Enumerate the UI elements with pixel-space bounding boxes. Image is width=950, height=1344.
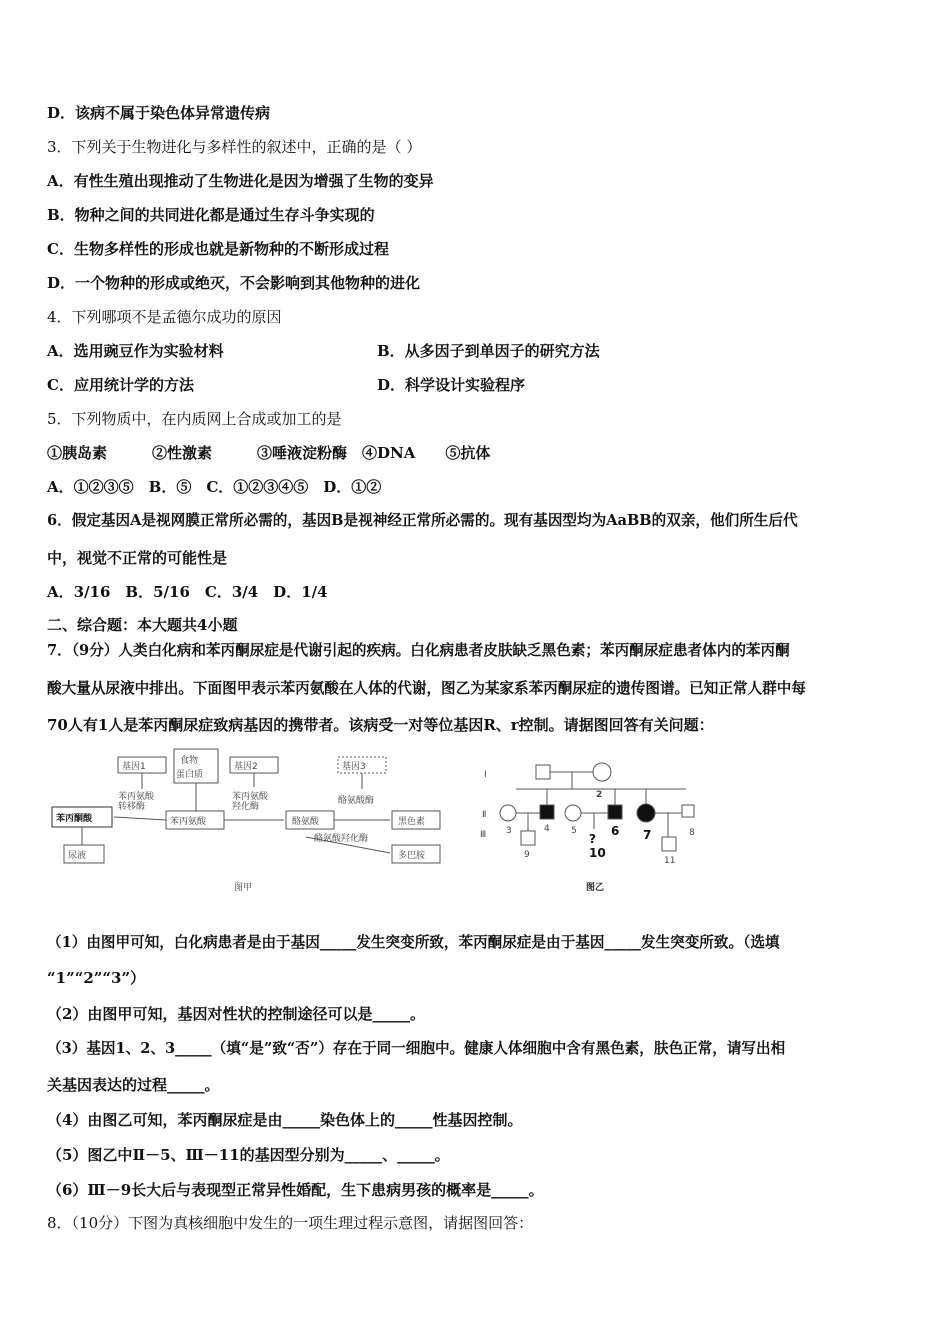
caption-fig-yi: 图乙 (586, 883, 605, 893)
q3-option-a: A．有性生殖出现推动了生物进化是因为增强了生物的变异 (47, 172, 434, 190)
label-enz1a: 苯丙氨酸 (118, 792, 155, 802)
num-4: 4 (544, 824, 550, 834)
label-protein: 蛋白质 (176, 770, 204, 780)
q3-option-c: C．生物多样性的形成也就是新物种的不断形成过程 (47, 240, 389, 258)
q4-stem: 4．下列哪项不是孟德尔成功的原因 (47, 308, 282, 326)
q7-sub1-line2: “1”“2”“3”） (47, 969, 146, 987)
q7-figures (46, 745, 726, 905)
q6-stem-line2: 中，视觉不正常的可能性是 (47, 549, 228, 567)
ped-unknown-mark: ? (589, 832, 596, 846)
label-gene1: 基因1 (122, 762, 146, 772)
num-7: 7 (643, 828, 652, 842)
ped-III-9 (521, 831, 535, 845)
num-5: 5 (571, 826, 577, 836)
label-gen1: Ⅰ (484, 770, 487, 780)
label-enz2a: 苯丙氨酸 (232, 792, 269, 802)
label-enz2b: 羟化酶 (232, 802, 260, 812)
label-gene2: 基因2 (234, 762, 258, 772)
q7-stem-line1: 7．（9分）人类白化病和苯丙酮尿症是代谢引起的疾病。白化病患者皮肤缺乏黑色素；苯丙酮尿症患者体内的苯丙酮 (47, 642, 790, 659)
label-urine: 尿液 (68, 851, 87, 861)
section-2-heading: 二、综合题：本大题共4小题 (47, 616, 238, 634)
label-dopa: 多巴胺 (398, 851, 426, 861)
num-9: 9 (524, 850, 530, 860)
num-11: 11 (664, 856, 676, 866)
label-tyr: 酪氨酸 (292, 817, 320, 827)
ped-I-1 (536, 765, 550, 779)
q7-sub4: （4）由图乙可知，苯丙酮尿症是由_____染色体上的_____性基因控制。 (47, 1111, 523, 1129)
num-3: 3 (506, 826, 512, 836)
q3-option-d: D．一个物种的形成或绝灭，不会影响到其他物种的进化 (47, 274, 421, 292)
label-enz4: 酪氨酸羟化酶 (314, 834, 369, 844)
ped-III-11 (662, 837, 676, 851)
q7-sub3-line2: 关基因表达的过程_____。 (47, 1076, 220, 1094)
q5-stem: 5．下列物质中，在内质网上合成或加工的是 (47, 410, 342, 428)
q4-option-c: C．应用统计学的方法 (47, 376, 194, 394)
label-gen3: Ⅲ (480, 830, 487, 840)
q4-option-a: A．选用豌豆作为实验材料 (47, 342, 224, 360)
q3-option-b: B．物种之间的共同进化都是通过生存斗争实现的 (47, 206, 375, 224)
q7-stem-line2: 酸大量从尿液中排出。下面图甲表示苯丙氨酸在人体的代谢，图乙为某家系苯丙酮尿症的遗传图谱。已知正常人群中每 (47, 680, 806, 697)
q7-sub5: （5）图乙中Ⅱ－5、Ⅲ－11的基因型分别为_____、_____。 (47, 1146, 450, 1164)
q5-items: ①胰岛素 ②性激素 ③唾液淀粉酶 ④DNA ⑤抗体 (47, 444, 491, 462)
caption-fig-jia: 图甲 (234, 883, 253, 893)
q3-stem: 3．下列关于生物进化与多样性的叙述中，正确的是（ ） (47, 138, 422, 156)
ped-II-4 (540, 805, 554, 819)
q7-sub3-line1: （3）基因1、2、3_____（填“是”致“否”）存在于同一细胞中。健康人体细胞中含有黑色素，肤色正常，请写出相 (47, 1040, 786, 1057)
q7-stem-line3: 70人有1人是苯丙酮尿症致病基因的携带者。该病受一对等位基因R、r控制。请据图回答有关问题： (47, 716, 714, 734)
label-enz1b: 转移酶 (118, 802, 146, 812)
num-8: 8 (689, 828, 695, 838)
ped-II-5 (565, 805, 581, 821)
ped-II-6 (608, 805, 622, 819)
num-2: 2 (596, 790, 603, 800)
ped-II-8 (682, 805, 694, 817)
ped-I-2 (593, 763, 611, 781)
q7-sub6: （6）Ⅲ－9长大后与表现型正常异性婚配，生下患病男孩的概率是_____。 (47, 1181, 544, 1199)
q8-stem: 8．（10分）下图为真核细胞中发生的一项生理过程示意图，请据图回答： (47, 1214, 534, 1232)
q5-options: A．①②③⑤ B．⑤ C．①②③④⑤ D．①② (47, 478, 382, 496)
q2-option-d: D．该病不属于染色体异常遗传病 (47, 104, 271, 122)
num-6: 6 (611, 824, 620, 838)
num-10: 10 (589, 846, 606, 860)
label-mel: 黑色素 (398, 817, 426, 827)
q7-sub2: （2）由图甲可知，基因对性状的控制途径可以是_____。 (47, 1005, 425, 1023)
label-gen2: Ⅱ (482, 810, 487, 820)
ped-II-7 (637, 804, 655, 822)
label-food: 食物 (180, 756, 199, 766)
ped-II-3 (500, 805, 516, 821)
q6-stem-line1: 6．假定基因A是视网膜正常所必需的，基因B是视神经正常所必需的。现有基因型均为AaBB的双亲，他们所生后代 (47, 512, 798, 529)
q4-option-d: D．科学设计实验程序 (377, 376, 526, 394)
label-enz3: 酪氨酸酶 (338, 796, 375, 806)
q7-sub1-line1: （1）由图甲可知，白化病患者是由于基因_____发生突变所致，苯丙酮尿症是由于基因_____发生突变所致。（选填 (47, 934, 780, 951)
label-ppa: 苯丙酮酸 (56, 814, 93, 824)
label-phe: 苯丙氨酸 (170, 817, 207, 827)
label-gene3: 基因3 (342, 762, 366, 772)
q4-option-b: B．从多因子到单因子的研究方法 (377, 342, 600, 360)
q6-options: A．3/16 B．5/16 C．3/4 D．1/4 (47, 583, 328, 601)
